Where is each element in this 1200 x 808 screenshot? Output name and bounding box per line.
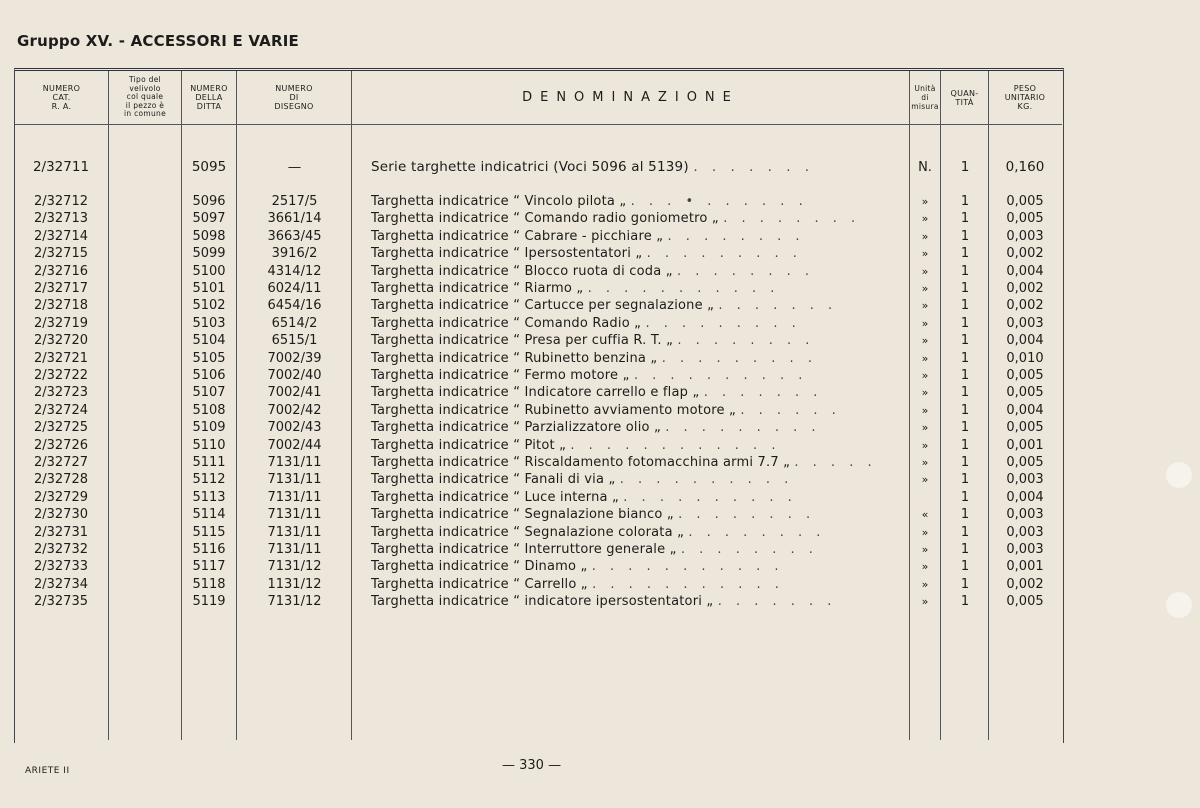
cell-qty: 1 xyxy=(960,385,970,401)
cell-peso: 0,005 xyxy=(1006,194,1044,209)
cell-dis: 7131/12 xyxy=(267,594,322,610)
cell-den xyxy=(371,384,901,401)
cell-cat: 2/32726 xyxy=(33,437,88,453)
leader-dots: . . . . . . . . xyxy=(688,524,826,540)
leader-dots: . . . . . . . . . xyxy=(646,246,802,262)
cell-dis: 7002/41 xyxy=(267,385,322,401)
cell-den xyxy=(371,280,901,297)
header-line: DELLA xyxy=(195,93,223,102)
table-row xyxy=(0,593,1200,610)
cell-dis: 7131/11 xyxy=(267,524,322,540)
header-line: il pezzo è xyxy=(125,100,165,110)
cell-dis: 7131/11 xyxy=(267,542,322,557)
cell-peso: 0,003 xyxy=(1006,472,1044,488)
header-line: DISEGNO xyxy=(274,102,314,111)
denominazione-text: Targhetta indicatrice “ Pitot „ xyxy=(371,437,567,453)
cell-qty: 1 xyxy=(960,420,970,436)
cell-den xyxy=(371,454,901,471)
cell-ditta: 5098 xyxy=(192,228,226,244)
cell-qty: 1 xyxy=(960,576,970,592)
header-line: NUMERO xyxy=(190,84,228,93)
header-line: in comune xyxy=(123,109,167,119)
cell-cat: 2/32727 xyxy=(33,455,88,470)
cell-qty: 1 xyxy=(960,315,970,331)
leader-dots: . . . . . xyxy=(794,455,877,470)
cell-qty: 1 xyxy=(960,455,970,470)
cell-den xyxy=(371,245,901,262)
cell-ditta: 5112 xyxy=(192,472,226,488)
header-line: Unità xyxy=(914,84,936,93)
table-row xyxy=(0,263,1200,280)
denominazione-text: Targhetta indicatrice “ Segnalazione bianco „ xyxy=(371,507,674,523)
denominazione-text: Targhetta indicatrice “ Riarmo „ xyxy=(371,281,584,296)
cell-um: » xyxy=(921,577,929,591)
cell-dis: 7131/11 xyxy=(267,507,322,523)
denominazione-text: Targhetta indicatrice “ Parzializzatore olio „ xyxy=(371,420,661,436)
cell-qty: 1 xyxy=(960,281,970,296)
cell-cat: 2/32728 xyxy=(33,472,88,488)
cell-cat: 2/32713 xyxy=(33,211,88,227)
cell-peso: 0,003 xyxy=(1006,315,1044,331)
denominazione-text: Targhetta indicatrice “ Blocco ruota di coda „ xyxy=(371,263,673,279)
cell-ditta: 5103 xyxy=(192,315,226,331)
table-row xyxy=(0,332,1200,349)
cell-peso: 0,005 xyxy=(1006,368,1044,383)
cell-den xyxy=(371,471,901,488)
cell-den xyxy=(371,367,901,384)
cell-cat: 2/32715 xyxy=(33,246,88,262)
leader-dots: . . . . . . . . . . . xyxy=(592,576,784,592)
cell-ditta: 5115 xyxy=(192,524,226,540)
header-line: NUMERO xyxy=(42,84,81,93)
denominazione-text: Targhetta indicatrice “ Dinamo „ xyxy=(371,559,588,575)
cell-den xyxy=(371,576,901,593)
leader-dots: . . . . . . . . xyxy=(677,333,815,349)
cell-peso: 0,005 xyxy=(1006,594,1044,610)
cell-qty: 1 xyxy=(960,263,970,279)
cell-cat: 2/32716 xyxy=(33,263,88,279)
denominazione-text: Targhetta indicatrice “ Interruttore generale „ xyxy=(371,542,677,557)
cell-ditta: 5108 xyxy=(192,402,226,418)
cell-um: » xyxy=(921,299,929,313)
denominazione-text: Targhetta indicatrice “ Fanali di via „ xyxy=(371,472,616,488)
cell-cat: 2/32721 xyxy=(33,350,88,366)
header-quantita xyxy=(941,71,988,124)
header-denominazione xyxy=(352,71,909,124)
cell-um: » xyxy=(921,473,929,487)
cell-dis: 7131/12 xyxy=(267,559,322,575)
cell-dis: 4314/12 xyxy=(267,263,322,279)
cell-ditta: 5097 xyxy=(192,211,226,227)
leader-dots: . . . . . . . . . xyxy=(645,315,801,331)
cell-um: » xyxy=(921,282,929,295)
header-line: col quale xyxy=(126,92,164,102)
leader-dots: . . . . . . . . xyxy=(723,211,861,227)
table-row xyxy=(0,402,1200,419)
table-row xyxy=(0,367,1200,384)
table-row xyxy=(0,576,1200,593)
header-line: UNITARIO xyxy=(1004,93,1046,102)
header-line: KG. xyxy=(1017,102,1033,111)
table-row xyxy=(0,419,1200,436)
cell-qty: 1 xyxy=(960,211,970,227)
table-row xyxy=(0,471,1200,488)
cell-cat: 2/32718 xyxy=(33,298,88,314)
leader-dots: . . . . . . . xyxy=(718,298,838,314)
cell-um: » xyxy=(921,334,929,348)
cell-peso: 0,004 xyxy=(1006,333,1044,349)
denominazione-text: Targhetta indicatrice “ Fermo motore „ xyxy=(371,368,630,383)
cell-peso: 0,160 xyxy=(1005,159,1045,175)
cell-cat: 2/32714 xyxy=(33,228,88,244)
cell-um: » xyxy=(921,229,929,243)
header-line: DITTA xyxy=(196,102,222,111)
cell-ditta: 5111 xyxy=(192,455,226,470)
leader-dots: . . . . . . . . . . xyxy=(619,472,794,488)
cell-qty: 1 xyxy=(960,402,970,418)
header-line: R. A. xyxy=(51,102,72,111)
cell-cat: 2/32723 xyxy=(33,385,88,401)
cell-dis: 6514/2 xyxy=(271,315,318,331)
leader-dots: . . . . . . . . . . . xyxy=(587,281,780,296)
cell-cat: 2/32735 xyxy=(33,594,88,610)
page-number: — 330 — xyxy=(502,758,562,773)
cell-dis: — xyxy=(287,159,302,175)
cell-ditta: 5109 xyxy=(192,420,226,436)
header-line: di xyxy=(921,93,929,102)
table-row xyxy=(0,280,1200,297)
cell-dis: 7002/43 xyxy=(267,420,322,436)
denominazione-text: Serie targhette indicatrici (Voci 5096 al 5139) xyxy=(371,159,689,175)
leader-dots: . . . • . . . . . . xyxy=(630,194,808,209)
cell-den xyxy=(371,524,901,541)
table-row xyxy=(0,228,1200,245)
binder-hole xyxy=(1166,592,1192,618)
binder-hole xyxy=(1166,462,1192,488)
cell-cat: 2/32719 xyxy=(33,315,88,331)
table-row xyxy=(0,350,1200,367)
cell-peso: 0,001 xyxy=(1006,437,1044,453)
cell-peso: 0,003 xyxy=(1006,524,1044,540)
cell-den xyxy=(371,315,901,332)
cell-ditta: 5095 xyxy=(191,159,227,175)
denominazione-text: Targhetta indicatrice “ Presa per cuffia R. T. „ xyxy=(371,333,674,349)
cell-den xyxy=(371,210,901,227)
leader-dots: . . . . . . xyxy=(740,402,841,418)
cell-dis: 3663/45 xyxy=(267,228,322,244)
cell-cat: 2/32712 xyxy=(33,194,88,209)
leader-dots: . . . . . . . . xyxy=(678,507,816,523)
cell-cat: 2/32733 xyxy=(33,559,88,575)
cell-qty: 1 xyxy=(960,524,970,540)
cell-ditta: 5117 xyxy=(192,559,226,575)
cell-peso: 0,002 xyxy=(1006,576,1044,592)
cell-dis: 1131/12 xyxy=(267,576,322,592)
cell-cat: 2/32717 xyxy=(33,281,88,296)
header-line: QUAN- xyxy=(950,88,979,98)
cell-den xyxy=(371,437,901,454)
cell-peso: 0,005 xyxy=(1006,385,1044,401)
cell-den xyxy=(371,332,901,349)
cell-um: » xyxy=(921,595,929,609)
cell-qty: 1 xyxy=(960,368,970,383)
denominazione-text: Targhetta indicatrice “ Vincolo pilota „ xyxy=(371,194,627,209)
cell-den xyxy=(371,419,901,436)
leader-dots: . . . . . . . . . xyxy=(661,350,817,366)
leader-dots: . . . . . . . . . . xyxy=(623,489,797,505)
cell-cat: 2/32722 xyxy=(33,368,88,383)
header-tipo-velivolo xyxy=(109,71,181,124)
cell-cat: 2/32734 xyxy=(33,576,88,592)
leader-dots: . . . . . . . xyxy=(717,594,837,610)
denominazione-text: Targhetta indicatrice “ Indicatore carrello e flap „ xyxy=(371,385,700,401)
header-line: misura xyxy=(911,102,939,111)
cell-ditta: 5114 xyxy=(192,507,226,523)
cell-peso: 0,005 xyxy=(1006,211,1044,227)
cell-dis: 7002/42 xyxy=(267,402,322,418)
cell-qty: 1 xyxy=(960,489,970,505)
cell-qty: 1 xyxy=(960,350,970,366)
cell-qty: 1 xyxy=(960,333,970,349)
cell-dis: 6454/16 xyxy=(267,298,322,314)
leader-dots: . . . . . . . . . . . xyxy=(591,559,784,575)
denominazione-text: Targhetta indicatrice “ Riscaldamento fotomacchina armi 7.7 „ xyxy=(371,455,791,470)
table-row xyxy=(0,558,1200,575)
cell-peso: 0,005 xyxy=(1006,420,1044,436)
cell-dis: 2517/5 xyxy=(271,194,318,209)
cell-peso: 0,005 xyxy=(1006,455,1044,470)
cell-peso: 0,003 xyxy=(1006,507,1044,523)
cell-dis: 3661/14 xyxy=(267,211,322,227)
cell-ditta: 5105 xyxy=(192,350,226,366)
cell-den xyxy=(371,593,901,610)
cell-den xyxy=(371,506,901,523)
cell-um: » xyxy=(921,351,929,365)
leader-dots: . . . . . . . . xyxy=(680,542,818,557)
cell-den xyxy=(371,350,901,367)
cell-ditta: 5099 xyxy=(192,246,226,262)
cell-ditta: 5113 xyxy=(192,489,226,505)
cell-dis: 7131/11 xyxy=(267,472,322,488)
cell-qty: 1 xyxy=(960,472,970,488)
cell-ditta: 5096 xyxy=(192,194,226,209)
table-row xyxy=(0,437,1200,454)
cell-peso: 0,002 xyxy=(1006,246,1044,262)
cell-cat: 2/32732 xyxy=(33,542,88,557)
header-unita-misura xyxy=(910,71,940,124)
denominazione-text: Targhetta indicatrice “ Segnalazione colorata „ xyxy=(371,524,685,540)
leader-dots: . . . . . . . . . . xyxy=(633,368,808,383)
cell-um: » xyxy=(921,560,929,574)
cell-um: » xyxy=(921,403,929,417)
cell-ditta: 5100 xyxy=(192,263,226,279)
header-peso xyxy=(989,71,1061,124)
cell-peso: 0,002 xyxy=(1006,281,1044,296)
cell-qty: 1 xyxy=(960,437,970,453)
page-title: Gruppo XV. - ACCESSORI E VARIE xyxy=(17,32,299,50)
cell-peso: 0,002 xyxy=(1006,298,1044,314)
cell-um: » xyxy=(921,264,929,278)
header-numero-cat xyxy=(15,71,108,124)
cell-peso: 0,003 xyxy=(1006,228,1044,244)
cell-ditta: 5116 xyxy=(192,542,226,557)
cell-den xyxy=(371,489,901,506)
cell-qty: 1 xyxy=(960,246,970,262)
cell-ditta: 5107 xyxy=(192,385,226,401)
cell-den xyxy=(371,159,901,176)
denominazione-text: Targhetta indicatrice “ Rubinetto avviamento motore „ xyxy=(371,402,736,418)
cell-um: » xyxy=(921,195,929,208)
cell-um: » xyxy=(921,212,929,226)
cell-um: » xyxy=(921,316,929,330)
table-row xyxy=(0,193,1200,210)
leader-dots: . . . . . . . . xyxy=(677,263,815,279)
cell-peso: 0,010 xyxy=(1006,350,1044,366)
denominazione-text: Targhetta indicatrice “ Comando radio goniometro „ xyxy=(371,211,719,227)
cell-dis: 7002/40 xyxy=(267,368,322,383)
table-row xyxy=(0,245,1200,262)
header-divider xyxy=(15,124,1062,125)
leader-dots: . . . . . . . xyxy=(693,159,815,175)
table-row xyxy=(0,315,1200,332)
cell-um: » xyxy=(921,456,929,469)
cell-dis: 6515/1 xyxy=(271,333,318,349)
cell-um: » xyxy=(921,421,929,435)
header-numero-disegno xyxy=(237,71,351,124)
denominazione-text: Targhetta indicatrice “ Cartucce per segnalazione „ xyxy=(371,298,715,314)
cell-um: » xyxy=(921,438,929,452)
header-line: DENOMINAZIONE xyxy=(522,90,739,105)
cell-um: N. xyxy=(918,160,932,175)
footer-model: ARIETE II xyxy=(25,766,70,776)
leader-dots: . . . . . . . xyxy=(703,385,823,401)
denominazione-text: Targhetta indicatrice “ Rubinetto benzina „ xyxy=(371,350,658,366)
cell-peso: 0,003 xyxy=(1006,542,1044,557)
cell-um: » xyxy=(921,525,929,539)
table-row xyxy=(0,541,1200,558)
cell-qty: 1 xyxy=(960,228,970,244)
cell-ditta: 5119 xyxy=(192,594,226,610)
denominazione-text: Targhetta indicatrice “ Comando Radio „ xyxy=(371,315,642,331)
cell-um: « xyxy=(921,508,929,522)
cell-peso: 0,004 xyxy=(1006,263,1044,279)
cell-peso: 0,001 xyxy=(1006,559,1044,575)
cell-den xyxy=(371,263,901,280)
cell-cat: 2/32711 xyxy=(32,159,90,175)
cell-den xyxy=(371,228,901,245)
header-line: DI xyxy=(289,93,299,102)
cell-dis: 6024/11 xyxy=(267,281,322,296)
cell-den xyxy=(371,193,901,210)
cell-um: » xyxy=(921,247,929,261)
header-numero-ditta xyxy=(182,71,236,124)
cell-ditta: 5102 xyxy=(192,298,226,314)
cell-dis: 7131/11 xyxy=(267,489,322,505)
cell-cat: 2/32731 xyxy=(33,524,88,540)
cell-qty: 1 xyxy=(960,507,970,523)
cell-um: » xyxy=(921,369,929,382)
cell-um: » xyxy=(921,543,929,556)
table-row xyxy=(0,489,1200,506)
header-line: Tipo del xyxy=(128,75,162,85)
header-line: velivolo xyxy=(129,83,161,93)
table-row xyxy=(0,524,1200,541)
cell-den xyxy=(371,402,901,419)
cell-dis: 7131/11 xyxy=(267,455,322,470)
cell-dis: 3916/2 xyxy=(271,246,318,262)
cell-den xyxy=(371,558,901,575)
table-row xyxy=(0,159,1200,176)
cell-ditta: 5104 xyxy=(192,333,226,349)
cell-cat: 2/32725 xyxy=(33,420,88,436)
cell-cat: 2/32724 xyxy=(33,402,88,418)
leader-dots: . . . . . . . . xyxy=(667,228,805,244)
leader-dots: . . . . . . . . . xyxy=(665,420,821,436)
table-row xyxy=(0,506,1200,523)
cell-um: » xyxy=(921,386,929,400)
cell-dis: 7002/39 xyxy=(267,350,322,366)
cell-qty: 1 xyxy=(960,159,970,175)
header-line: CAT. xyxy=(52,93,71,102)
cell-peso: 0,004 xyxy=(1006,402,1044,418)
cell-ditta: 5106 xyxy=(192,368,226,383)
header-line: TITÀ xyxy=(955,97,974,107)
cell-peso: 0,004 xyxy=(1006,489,1044,505)
cell-ditta: 5118 xyxy=(192,576,226,592)
cell-qty: 1 xyxy=(960,594,970,610)
denominazione-text: Targhetta indicatrice “ Cabrare - picchiare „ xyxy=(371,228,664,244)
table-row xyxy=(0,210,1200,227)
table-row xyxy=(0,297,1200,314)
cell-ditta: 5101 xyxy=(192,281,226,296)
denominazione-text: Targhetta indicatrice “ Carrello „ xyxy=(371,576,588,592)
denominazione-text: Targhetta indicatrice “ indicatore ipersostentatori „ xyxy=(371,594,714,610)
table-row xyxy=(0,384,1200,401)
header-line: PESO xyxy=(1013,84,1037,93)
leader-dots: . . . . . . . . . . . . xyxy=(570,437,781,453)
denominazione-text: Targhetta indicatrice “ Ipersostentatori „ xyxy=(371,246,643,262)
cell-ditta: 5110 xyxy=(192,437,226,453)
table-row xyxy=(0,454,1200,471)
cell-den xyxy=(371,297,901,314)
cell-den xyxy=(371,541,901,558)
cell-qty: 1 xyxy=(960,559,970,575)
cell-qty: 1 xyxy=(960,542,970,557)
cell-dis: 7002/44 xyxy=(267,437,322,453)
denominazione-text: Targhetta indicatrice “ Luce interna „ xyxy=(371,489,619,505)
cell-qty: 1 xyxy=(960,194,970,209)
cell-cat: 2/32729 xyxy=(33,489,88,505)
cell-qty: 1 xyxy=(960,298,970,314)
header-line: NUMERO xyxy=(275,84,313,93)
cell-cat: 2/32720 xyxy=(33,333,88,349)
cell-cat: 2/32730 xyxy=(33,507,88,523)
